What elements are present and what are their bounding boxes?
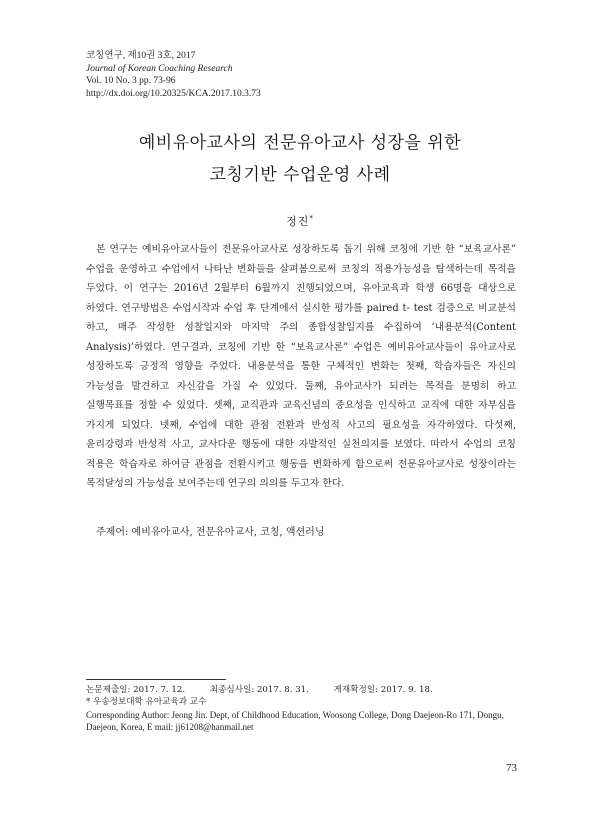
journal-doi: http://dx.doi.org/10.20325/KCA.2017.10.3.73	[86, 88, 261, 99]
author-footnote-mark: *	[309, 214, 314, 223]
journal-name: Journal of Korean Coaching Research	[86, 63, 233, 74]
journal-header	[86, 50, 261, 100]
keywords: 주제어: 예비유아교사, 전문유아교사, 코칭, 액션러닝	[96, 527, 325, 538]
footnote-rule	[86, 679, 226, 680]
reviewed-date: 최종심사일: 2017. 8. 31.	[209, 685, 309, 695]
author-name: 정진	[286, 215, 310, 228]
dates-line	[86, 684, 526, 696]
paper-title-line2: 코칭기반 수업운영 사례	[209, 165, 391, 185]
footnotes	[86, 684, 526, 734]
accepted-date: 게재확정일: 2017. 9. 18.	[333, 685, 433, 695]
journal-volume: Vol. 10 No. 3 pp. 73-96	[86, 76, 176, 86]
abstract: 본 연구는 예비유아교사들이 전문유아교사로 성장하도록 돕기 위해 코칭에 기반 한 “보육교사론” 수업을 운영하고 수업에서 나타난 변화들을 살펴봄으로써 코칭의 적용가능성을 탐색하는데 목적을 두었다. 이 연구는 2016년 2월부터 6월까지 진행되었으며, 유아교육과 학생 66명을 대상으로 하였다. 연구방법은 수업시작과 수업 후 단계에서 실시한 평가를 paired t- test 검증으로 비교분석 하고, 매주 작성한 성찰일지와 마지막 주의 종합성찰일지를 수집하여 ‘내용분석(Content Analysis)’하였다. 연구결과, 코칭에 기반 한 “보육교사론” 수업은 예비유아교사들이 유아교사로 성장하도록 긍정적 영향을 주었다. 내용분석을 통한 구체적인 변화는 첫째, 학습자들은 자신의 가능성을 발견하고 자신감을 가질 수 있었다. 둘째, 유아교사가 되려는 목적을 분명히 하고 실행목표를 정할 수 있었다. 셋째, 교직관과 교육신념의 중요성을 인식하고 교직에 대한 자부심을 가지게 되었다. 넷째, 수업에 대한 관점 전환과 반성적 사고의 필요성을 자각하였다. 다섯째, 윤리강령과 반성적 사고, 교사다운 행동에 대한 자발적인 실천의지를 보였다. 따라서 수업의 코칭 적용은 학습자로 하여금 관점을 전환시키고 행동을 변화하게 함으로써 전문유아교사로 성장이라는 목적달성의 가능성을 보여주는데 연구의 의의를 두고자 한다.	[86, 244, 516, 489]
page-number: 73	[506, 762, 517, 774]
author-affiliation: * 우송정보대학 유아교육과 교수	[86, 697, 207, 708]
journal-issue: 코칭연구, 제10권 3호, 2017	[86, 51, 196, 61]
paper-title-line1: 예비유아교사의 전문유아교사 성장을 위한	[138, 133, 462, 153]
author	[0, 213, 600, 229]
submitted-date: 논문제출일: 2017. 7. 12.	[86, 685, 186, 695]
corresponding-author: Corresponding Author: Jeong Jin. Dept, of Childhood Education, Woosong College, Dong Daejeon-Ro 171, Dongu, Daejeon, Korea, E mail: jj61208@hanmail.net	[86, 709, 504, 733]
